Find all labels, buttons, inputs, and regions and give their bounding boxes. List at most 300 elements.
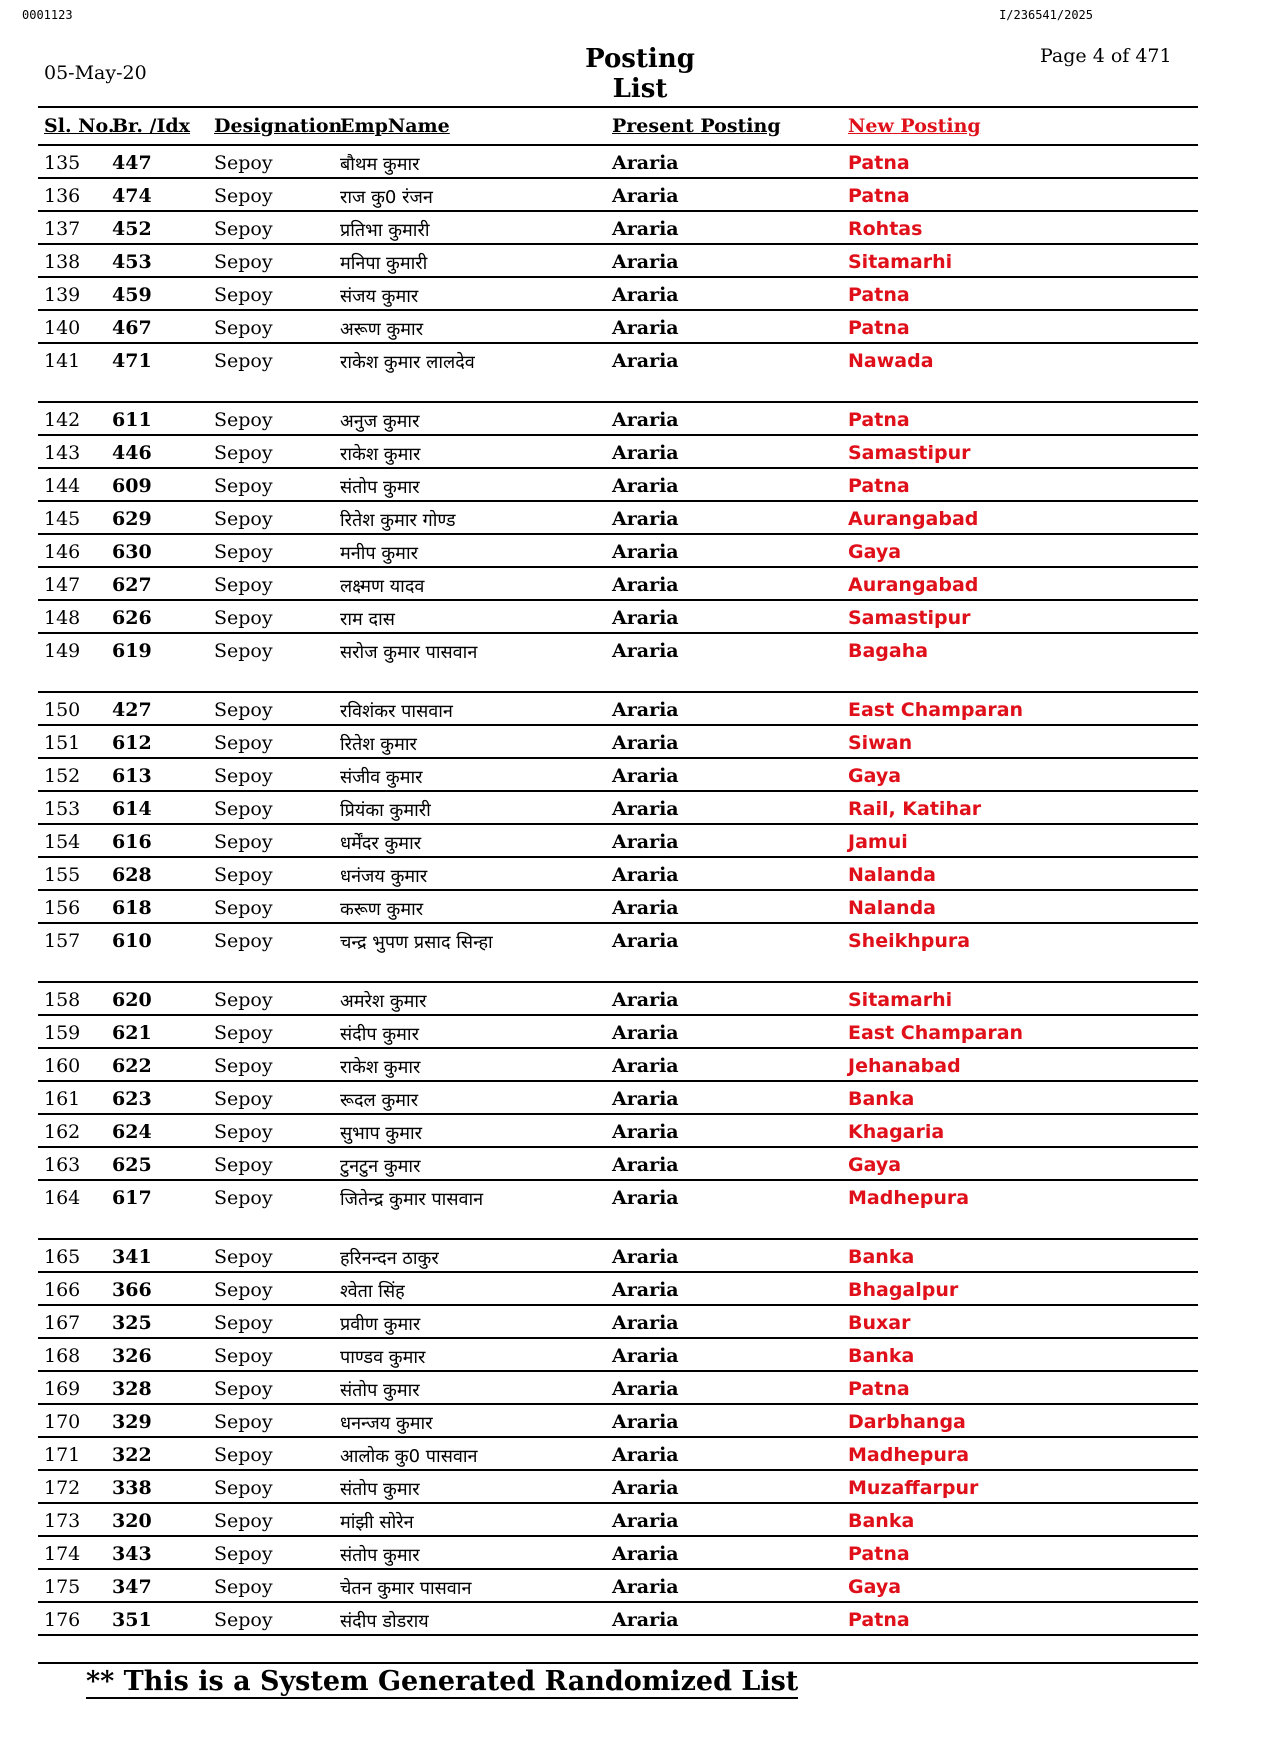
cell-designation: Sepoy — [208, 1371, 334, 1404]
cell-designation: Sepoy — [208, 534, 334, 567]
cell-empname: रितेश कुमार — [334, 725, 606, 758]
cell-new-posting: Patna — [842, 145, 1198, 178]
table-row — [38, 633, 1198, 692]
cell-empname: संतोप कुमार — [334, 1371, 606, 1404]
table-row — [38, 534, 1198, 567]
cell-empname: सुभाप कुमार — [334, 1114, 606, 1147]
cell-sl: 142 — [38, 402, 106, 435]
cell-sl: 172 — [38, 1470, 106, 1503]
table-row — [38, 343, 1198, 402]
cell-new-posting: Sheikhpura — [842, 923, 1198, 982]
cell-idx: 328 — [106, 1371, 208, 1404]
cell-new-posting: Siwan — [842, 725, 1198, 758]
cell-idx: 447 — [106, 145, 208, 178]
table-row — [38, 1114, 1198, 1147]
cell-present-posting: Araria — [606, 1371, 842, 1404]
cell-idx: 629 — [106, 501, 208, 534]
cell-present-posting: Araria — [606, 1147, 842, 1180]
cell-empname: रितेश कुमार गोण्ड — [334, 501, 606, 534]
cell-sl: 161 — [38, 1081, 106, 1114]
table-row — [38, 923, 1198, 982]
cell-present-posting: Araria — [606, 211, 842, 244]
cell-designation: Sepoy — [208, 692, 334, 725]
cell-sl: 141 — [38, 343, 106, 402]
cell-new-posting: Patna — [842, 1371, 1198, 1404]
cell-designation: Sepoy — [208, 567, 334, 600]
cell-designation: Sepoy — [208, 923, 334, 982]
table-row — [38, 1437, 1198, 1470]
cell-sl: 139 — [38, 277, 106, 310]
cell-empname: संतोप कुमार — [334, 1536, 606, 1569]
cell-empname: संतोप कुमार — [334, 1470, 606, 1503]
cell-designation: Sepoy — [208, 501, 334, 534]
cell-idx: 343 — [106, 1536, 208, 1569]
cell-idx: 626 — [106, 600, 208, 633]
cell-new-posting: Sitamarhi — [842, 982, 1198, 1015]
cell-new-posting: Gaya — [842, 758, 1198, 791]
cell-designation: Sepoy — [208, 1437, 334, 1470]
cell-designation: Sepoy — [208, 725, 334, 758]
cell-present-posting: Araria — [606, 1015, 842, 1048]
cell-idx: 325 — [106, 1305, 208, 1338]
cell-designation: Sepoy — [208, 1180, 334, 1239]
cell-present-posting: Araria — [606, 145, 842, 178]
cell-sl: 153 — [38, 791, 106, 824]
cell-empname: अमरेश कुमार — [334, 982, 606, 1015]
cell-empname: मनीप कुमार — [334, 534, 606, 567]
table-row — [38, 567, 1198, 600]
table-row — [38, 178, 1198, 211]
cell-new-posting: Banka — [842, 1338, 1198, 1371]
cell-idx: 326 — [106, 1338, 208, 1371]
table-body — [38, 145, 1198, 1635]
cell-idx: 620 — [106, 982, 208, 1015]
cell-new-posting: Buxar — [842, 1305, 1198, 1338]
cell-empname: मनिपा कुमारी — [334, 244, 606, 277]
table-row — [38, 1048, 1198, 1081]
table-row — [38, 692, 1198, 725]
cell-present-posting: Araria — [606, 1404, 842, 1437]
cell-empname: धनन्जय कुमार — [334, 1404, 606, 1437]
cell-new-posting: Samastipur — [842, 600, 1198, 633]
cell-present-posting: Araria — [606, 1239, 842, 1272]
cell-designation: Sepoy — [208, 343, 334, 402]
column-header-sl: Sl. No. — [38, 107, 106, 145]
cell-empname: बौथम कुमार — [334, 145, 606, 178]
cell-designation: Sepoy — [208, 824, 334, 857]
cell-sl: 150 — [38, 692, 106, 725]
cell-idx: 453 — [106, 244, 208, 277]
cell-designation: Sepoy — [208, 468, 334, 501]
cell-new-posting: Banka — [842, 1081, 1198, 1114]
cell-sl: 176 — [38, 1602, 106, 1635]
cell-new-posting: Gaya — [842, 1569, 1198, 1602]
cell-idx: 624 — [106, 1114, 208, 1147]
cell-empname: राज कु0 रंजन — [334, 178, 606, 211]
cell-new-posting: Banka — [842, 1239, 1198, 1272]
cell-idx: 322 — [106, 1437, 208, 1470]
cell-new-posting: Patna — [842, 468, 1198, 501]
cell-sl: 138 — [38, 244, 106, 277]
cell-present-posting: Araria — [606, 758, 842, 791]
table-row — [38, 1338, 1198, 1371]
cell-empname: धनंजय कुमार — [334, 857, 606, 890]
table-row — [38, 501, 1198, 534]
cell-empname: टुनटुन कुमार — [334, 1147, 606, 1180]
table-row — [38, 725, 1198, 758]
table-row — [38, 1239, 1198, 1272]
cell-idx: 628 — [106, 857, 208, 890]
cell-present-posting: Araria — [606, 857, 842, 890]
cell-designation: Sepoy — [208, 1081, 334, 1114]
cell-new-posting: Patna — [842, 1602, 1198, 1635]
cell-new-posting: East Champaran — [842, 692, 1198, 725]
cell-empname: संदीप डोडराय — [334, 1602, 606, 1635]
cell-new-posting: Nalanda — [842, 890, 1198, 923]
footer-note: ** This is a System Generated Randomized List — [86, 1666, 799, 1697]
cell-designation: Sepoy — [208, 178, 334, 211]
cell-new-posting: Bagaha — [842, 633, 1198, 692]
table-row — [38, 310, 1198, 343]
cell-present-posting: Araria — [606, 824, 842, 857]
cell-idx: 610 — [106, 923, 208, 982]
cell-designation: Sepoy — [208, 1470, 334, 1503]
cell-empname: संजीव कुमार — [334, 758, 606, 791]
cell-designation: Sepoy — [208, 1305, 334, 1338]
cell-present-posting: Araria — [606, 468, 842, 501]
cell-idx: 467 — [106, 310, 208, 343]
cell-new-posting: Darbhanga — [842, 1404, 1198, 1437]
cell-present-posting: Araria — [606, 1114, 842, 1147]
cell-sl: 143 — [38, 435, 106, 468]
cell-sl: 169 — [38, 1371, 106, 1404]
document-code-right: I/236541/2025 — [999, 8, 1093, 22]
cell-present-posting: Araria — [606, 1569, 842, 1602]
cell-sl: 168 — [38, 1338, 106, 1371]
cell-present-posting: Araria — [606, 1081, 842, 1114]
cell-idx: 630 — [106, 534, 208, 567]
cell-empname: राम दास — [334, 600, 606, 633]
cell-idx: 621 — [106, 1015, 208, 1048]
cell-designation: Sepoy — [208, 1272, 334, 1305]
cell-sl: 154 — [38, 824, 106, 857]
cell-sl: 158 — [38, 982, 106, 1015]
cell-empname: संदीप कुमार — [334, 1015, 606, 1048]
cell-idx: 616 — [106, 824, 208, 857]
cell-sl: 166 — [38, 1272, 106, 1305]
cell-designation: Sepoy — [208, 1602, 334, 1635]
cell-idx: 613 — [106, 758, 208, 791]
cell-sl: 164 — [38, 1180, 106, 1239]
cell-sl: 170 — [38, 1404, 106, 1437]
cell-empname: प्रतिभा कुमारी — [334, 211, 606, 244]
cell-sl: 144 — [38, 468, 106, 501]
cell-idx: 351 — [106, 1602, 208, 1635]
cell-empname: पाण्डव कुमार — [334, 1338, 606, 1371]
cell-sl: 174 — [38, 1536, 106, 1569]
cell-new-posting: Patna — [842, 178, 1198, 211]
cell-present-posting: Araria — [606, 310, 842, 343]
cell-new-posting: Aurangabad — [842, 567, 1198, 600]
cell-sl: 137 — [38, 211, 106, 244]
cell-designation: Sepoy — [208, 982, 334, 1015]
cell-present-posting: Araria — [606, 692, 842, 725]
cell-empname: जितेन्द्र कुमार पासवान — [334, 1180, 606, 1239]
cell-idx: 320 — [106, 1503, 208, 1536]
cell-designation: Sepoy — [208, 1569, 334, 1602]
cell-present-posting: Araria — [606, 567, 842, 600]
table-header-row — [38, 107, 1198, 145]
cell-sl: 157 — [38, 923, 106, 982]
cell-new-posting: Madhepura — [842, 1437, 1198, 1470]
cell-idx: 612 — [106, 725, 208, 758]
cell-designation: Sepoy — [208, 402, 334, 435]
cell-sl: 136 — [38, 178, 106, 211]
table-row — [38, 1081, 1198, 1114]
cell-designation: Sepoy — [208, 1536, 334, 1569]
cell-designation: Sepoy — [208, 633, 334, 692]
cell-empname: धर्मेंदर कुमार — [334, 824, 606, 857]
cell-present-posting: Araria — [606, 1536, 842, 1569]
table-row — [38, 145, 1198, 178]
cell-idx: 338 — [106, 1470, 208, 1503]
cell-designation: Sepoy — [208, 1338, 334, 1371]
cell-new-posting: Muzaffarpur — [842, 1470, 1198, 1503]
cell-new-posting: Rail, Katihar — [842, 791, 1198, 824]
cell-sl: 160 — [38, 1048, 106, 1081]
cell-sl: 173 — [38, 1503, 106, 1536]
cell-empname: रूदल कुमार — [334, 1081, 606, 1114]
cell-idx: 622 — [106, 1048, 208, 1081]
table-row — [38, 1272, 1198, 1305]
table-row — [38, 857, 1198, 890]
cell-empname: राकेश कुमार — [334, 1048, 606, 1081]
cell-designation: Sepoy — [208, 758, 334, 791]
cell-sl: 165 — [38, 1239, 106, 1272]
cell-present-posting: Araria — [606, 343, 842, 402]
cell-idx: 459 — [106, 277, 208, 310]
cell-sl: 159 — [38, 1015, 106, 1048]
document-code-left: 0001123 — [22, 8, 73, 22]
cell-sl: 167 — [38, 1305, 106, 1338]
cell-empname: प्रवीण कुमार — [334, 1305, 606, 1338]
cell-empname: चेतन कुमार पासवान — [334, 1569, 606, 1602]
cell-sl: 149 — [38, 633, 106, 692]
cell-designation: Sepoy — [208, 600, 334, 633]
cell-designation: Sepoy — [208, 1239, 334, 1272]
cell-designation: Sepoy — [208, 310, 334, 343]
table-row — [38, 1371, 1198, 1404]
cell-new-posting: Rohtas — [842, 211, 1198, 244]
cell-sl: 151 — [38, 725, 106, 758]
table-row — [38, 758, 1198, 791]
cell-sl: 156 — [38, 890, 106, 923]
cell-present-posting: Araria — [606, 982, 842, 1015]
cell-sl: 162 — [38, 1114, 106, 1147]
column-header-designation: Designation — [208, 107, 334, 145]
table-row — [38, 1404, 1198, 1437]
table-row — [38, 890, 1198, 923]
cell-designation: Sepoy — [208, 890, 334, 923]
cell-new-posting: East Champaran — [842, 1015, 1198, 1048]
cell-designation: Sepoy — [208, 791, 334, 824]
cell-empname: राकेश कुमार — [334, 435, 606, 468]
cell-idx: 611 — [106, 402, 208, 435]
table-row — [38, 211, 1198, 244]
cell-present-posting: Araria — [606, 1503, 842, 1536]
cell-designation: Sepoy — [208, 244, 334, 277]
cell-present-posting: Araria — [606, 435, 842, 468]
cell-idx: 617 — [106, 1180, 208, 1239]
cell-present-posting: Araria — [606, 1305, 842, 1338]
cell-sl: 175 — [38, 1569, 106, 1602]
cell-new-posting: Madhepura — [842, 1180, 1198, 1239]
cell-idx: 471 — [106, 343, 208, 402]
cell-present-posting: Araria — [606, 402, 842, 435]
cell-designation: Sepoy — [208, 1147, 334, 1180]
cell-empname: सरोज कुमार पासवान — [334, 633, 606, 692]
posting-table — [38, 106, 1198, 1636]
table-row — [38, 402, 1198, 435]
cell-empname: लक्ष्मण यादव — [334, 567, 606, 600]
cell-new-posting: Nawada — [842, 343, 1198, 402]
cell-sl: 163 — [38, 1147, 106, 1180]
cell-present-posting: Araria — [606, 1272, 842, 1305]
cell-idx: 347 — [106, 1569, 208, 1602]
cell-new-posting: Patna — [842, 310, 1198, 343]
cell-designation: Sepoy — [208, 1114, 334, 1147]
cell-new-posting: Patna — [842, 402, 1198, 435]
cell-sl: 140 — [38, 310, 106, 343]
cell-idx: 625 — [106, 1147, 208, 1180]
cell-idx: 623 — [106, 1081, 208, 1114]
cell-idx: 618 — [106, 890, 208, 923]
cell-present-posting: Araria — [606, 178, 842, 211]
cell-designation: Sepoy — [208, 1015, 334, 1048]
cell-designation: Sepoy — [208, 1048, 334, 1081]
cell-present-posting: Araria — [606, 890, 842, 923]
cell-present-posting: Araria — [606, 600, 842, 633]
cell-present-posting: Araria — [606, 501, 842, 534]
cell-idx: 452 — [106, 211, 208, 244]
cell-new-posting: Patna — [842, 277, 1198, 310]
cell-designation: Sepoy — [208, 857, 334, 890]
cell-present-posting: Araria — [606, 791, 842, 824]
column-header-empname: EmpName — [334, 107, 606, 145]
table-row — [38, 1602, 1198, 1635]
cell-new-posting: Gaya — [842, 534, 1198, 567]
table-row — [38, 435, 1198, 468]
page-title-text: Posting List — [585, 44, 695, 104]
cell-empname: राकेश कुमार लालदेव — [334, 343, 606, 402]
table-row — [38, 1305, 1198, 1338]
cell-designation: Sepoy — [208, 145, 334, 178]
cell-new-posting: Bhagalpur — [842, 1272, 1198, 1305]
cell-empname: रविशंकर पासवान — [334, 692, 606, 725]
cell-idx: 474 — [106, 178, 208, 211]
table-row — [38, 1147, 1198, 1180]
table-row — [38, 1536, 1198, 1569]
cell-new-posting: Jamui — [842, 824, 1198, 857]
table-row — [38, 1569, 1198, 1602]
cell-idx: 614 — [106, 791, 208, 824]
page-number: Page 4 of 471 — [1040, 45, 1172, 67]
cell-empname: हरिनन्दन ठाकुर — [334, 1239, 606, 1272]
cell-present-posting: Araria — [606, 923, 842, 982]
column-header-new-posting: New Posting — [842, 107, 1198, 145]
cell-empname: अनुज कुमार — [334, 402, 606, 435]
table-row — [38, 277, 1198, 310]
cell-designation: Sepoy — [208, 211, 334, 244]
cell-new-posting: Sitamarhi — [842, 244, 1198, 277]
cell-new-posting: Khagaria — [842, 1114, 1198, 1147]
cell-present-posting: Araria — [606, 1470, 842, 1503]
cell-empname: श्वेता सिंह — [334, 1272, 606, 1305]
cell-present-posting: Araria — [606, 244, 842, 277]
table-row — [38, 1015, 1198, 1048]
cell-idx: 609 — [106, 468, 208, 501]
cell-designation: Sepoy — [208, 1503, 334, 1536]
cell-idx: 427 — [106, 692, 208, 725]
cell-empname: संतोप कुमार — [334, 468, 606, 501]
cell-sl: 152 — [38, 758, 106, 791]
table-row — [38, 1503, 1198, 1536]
table-row — [38, 244, 1198, 277]
cell-sl: 155 — [38, 857, 106, 890]
footer-divider — [38, 1662, 1198, 1664]
table-row — [38, 1470, 1198, 1503]
cell-present-posting: Araria — [606, 1180, 842, 1239]
table-row — [38, 600, 1198, 633]
cell-idx: 627 — [106, 567, 208, 600]
cell-present-posting: Araria — [606, 1048, 842, 1081]
table-row — [38, 1180, 1198, 1239]
cell-new-posting: Gaya — [842, 1147, 1198, 1180]
column-header-present-posting: Present Posting — [606, 107, 842, 145]
cell-sl: 146 — [38, 534, 106, 567]
cell-idx: 329 — [106, 1404, 208, 1437]
cell-sl: 171 — [38, 1437, 106, 1470]
cell-new-posting: Jehanabad — [842, 1048, 1198, 1081]
cell-new-posting: Samastipur — [842, 435, 1198, 468]
cell-new-posting: Nalanda — [842, 857, 1198, 890]
cell-present-posting: Araria — [606, 1437, 842, 1470]
cell-new-posting: Banka — [842, 1503, 1198, 1536]
cell-idx: 366 — [106, 1272, 208, 1305]
cell-empname: प्रियंका कुमारी — [334, 791, 606, 824]
cell-idx: 619 — [106, 633, 208, 692]
cell-present-posting: Araria — [606, 534, 842, 567]
cell-present-posting: Araria — [606, 1338, 842, 1371]
cell-sl: 135 — [38, 145, 106, 178]
cell-sl: 148 — [38, 600, 106, 633]
table-row — [38, 982, 1198, 1015]
cell-empname: संजय कुमार — [334, 277, 606, 310]
cell-sl: 147 — [38, 567, 106, 600]
table-row — [38, 824, 1198, 857]
cell-empname: अरूण कुमार — [334, 310, 606, 343]
document-date: 05-May-20 — [44, 62, 147, 84]
cell-present-posting: Araria — [606, 1602, 842, 1635]
table-row — [38, 791, 1198, 824]
cell-sl: 145 — [38, 501, 106, 534]
cell-designation: Sepoy — [208, 1404, 334, 1437]
cell-present-posting: Araria — [606, 725, 842, 758]
cell-new-posting: Aurangabad — [842, 501, 1198, 534]
cell-empname: आलोक कु0 पासवान — [334, 1437, 606, 1470]
cell-idx: 341 — [106, 1239, 208, 1272]
cell-empname: चन्द्र भुपण प्रसाद सिन्हा — [334, 923, 606, 982]
